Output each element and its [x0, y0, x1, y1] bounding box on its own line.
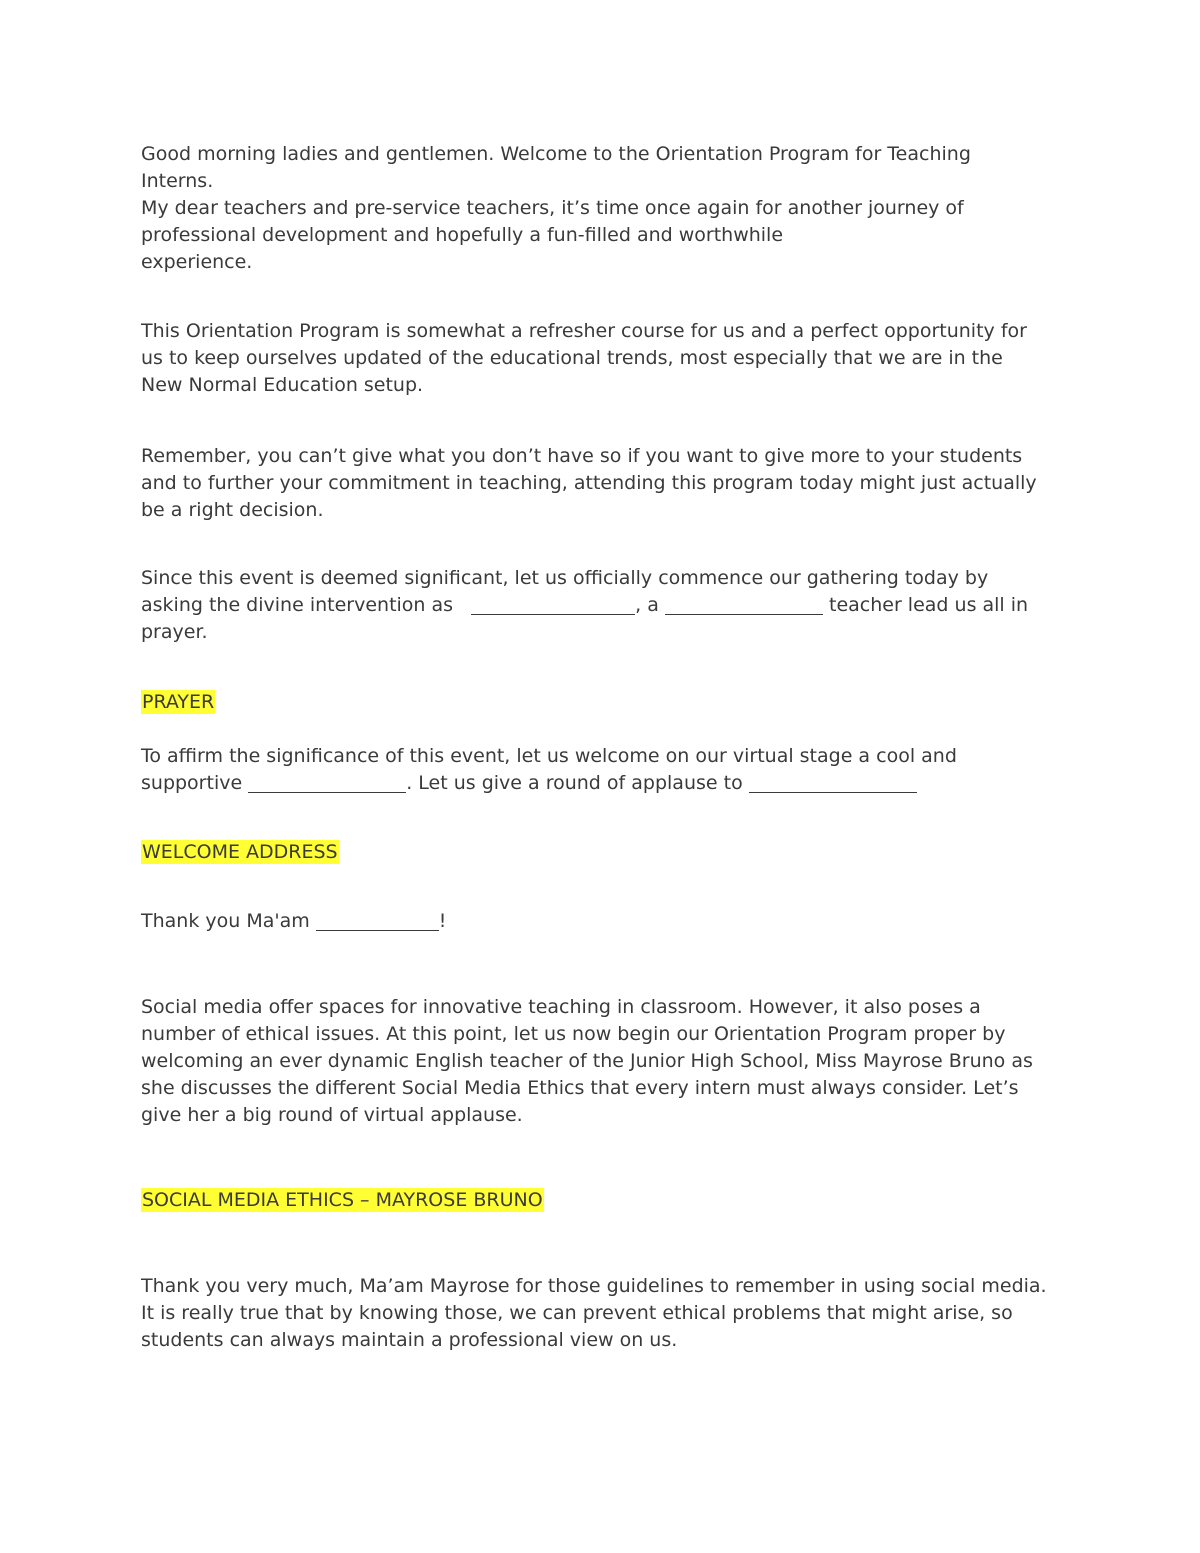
- social-media-ethics-heading: SOCIAL MEDIA ETHICS – MAYROSE BRUNO: [142, 1189, 543, 1211]
- blank-line: [248, 772, 406, 793]
- affirm-paragraph: [141, 743, 1071, 797]
- text-fragment: , a: [635, 594, 659, 616]
- text-line: It is really true that by knowing those, we can prevent ethical problems that might arise, so: [141, 1302, 1013, 1324]
- welcome-address-heading: WELCOME ADDRESS: [142, 841, 338, 863]
- text-fragment: asking the divine intervention as: [141, 594, 454, 616]
- refresher-paragraph: [141, 318, 1071, 399]
- text-line: be a right decision.: [141, 499, 324, 521]
- text-line: she discusses the different Social Media Ethics that every intern must always consider. Let’s: [141, 1077, 1019, 1099]
- blank-line: [471, 594, 635, 615]
- text-line: students can always maintain a professional view on us.: [141, 1329, 678, 1351]
- text-line: Good morning ladies and gentlemen. Welcome to the Orientation Program for Teaching: [141, 143, 971, 165]
- text-line: New Normal Education setup.: [141, 374, 424, 396]
- thanks-paragraph: [141, 908, 1071, 935]
- closing-paragraph: [141, 1273, 1071, 1354]
- text-line: professional development and hopefully a fun-filled and worthwhile: [141, 224, 784, 246]
- social-paragraph: [141, 994, 1071, 1129]
- text-line: [141, 592, 1071, 619]
- blank-line: [749, 772, 917, 793]
- text-line: Remember, you can’t give what you don’t have so if you want to give more to your students: [141, 445, 1023, 467]
- intro-paragraph: [141, 141, 1071, 276]
- text-line: number of ethical issues. At this point, let us now begin our Orientation Program proper by: [141, 1023, 1006, 1045]
- text-fragment: teacher lead us all in: [829, 594, 1029, 616]
- text-line: give her a big round of virtual applause.: [141, 1104, 523, 1126]
- text-line: us to keep ourselves updated of the educational trends, most especially that we are in the: [141, 347, 1003, 369]
- text-fragment: !: [438, 910, 447, 932]
- text-line: welcoming an ever dynamic English teacher of the Junior High School, Miss Mayrose Bruno as: [141, 1050, 1033, 1072]
- commence-paragraph: [141, 565, 1071, 646]
- blank-line: [665, 594, 823, 615]
- text-line: Interns.: [141, 170, 214, 192]
- text-line: This Orientation Program is somewhat a refresher course for us and a perfect opportunity for: [141, 320, 1027, 342]
- text-fragment: supportive: [141, 772, 243, 794]
- text-line: and to further your commitment in teaching, attending this program today might just actually: [141, 472, 1037, 494]
- text-line: Social media offer spaces for innovative teaching in classroom. However, it also poses a: [141, 996, 981, 1018]
- text-line: My dear teachers and pre-service teachers, it’s time once again for another journey of: [141, 197, 964, 219]
- text-line: experience.: [141, 251, 253, 273]
- text-line: To affirm the significance of this event, let us welcome on our virtual stage a cool and: [141, 745, 957, 767]
- prayer-heading: PRAYER: [142, 691, 215, 713]
- text-fragment: Thank you Ma'am: [141, 910, 310, 932]
- blank-line: [316, 910, 439, 931]
- text-fragment: . Let us give a round of applause to: [406, 772, 743, 794]
- text-line: [141, 770, 1071, 797]
- remember-paragraph: [141, 443, 1071, 524]
- text-line: Since this event is deemed significant, let us officially commence our gathering today by: [141, 567, 989, 589]
- text-line: Thank you very much, Ma’am Mayrose for those guidelines to remember in using social media.: [141, 1275, 1047, 1297]
- text-line: [141, 908, 1071, 935]
- text-line: prayer.: [141, 621, 208, 643]
